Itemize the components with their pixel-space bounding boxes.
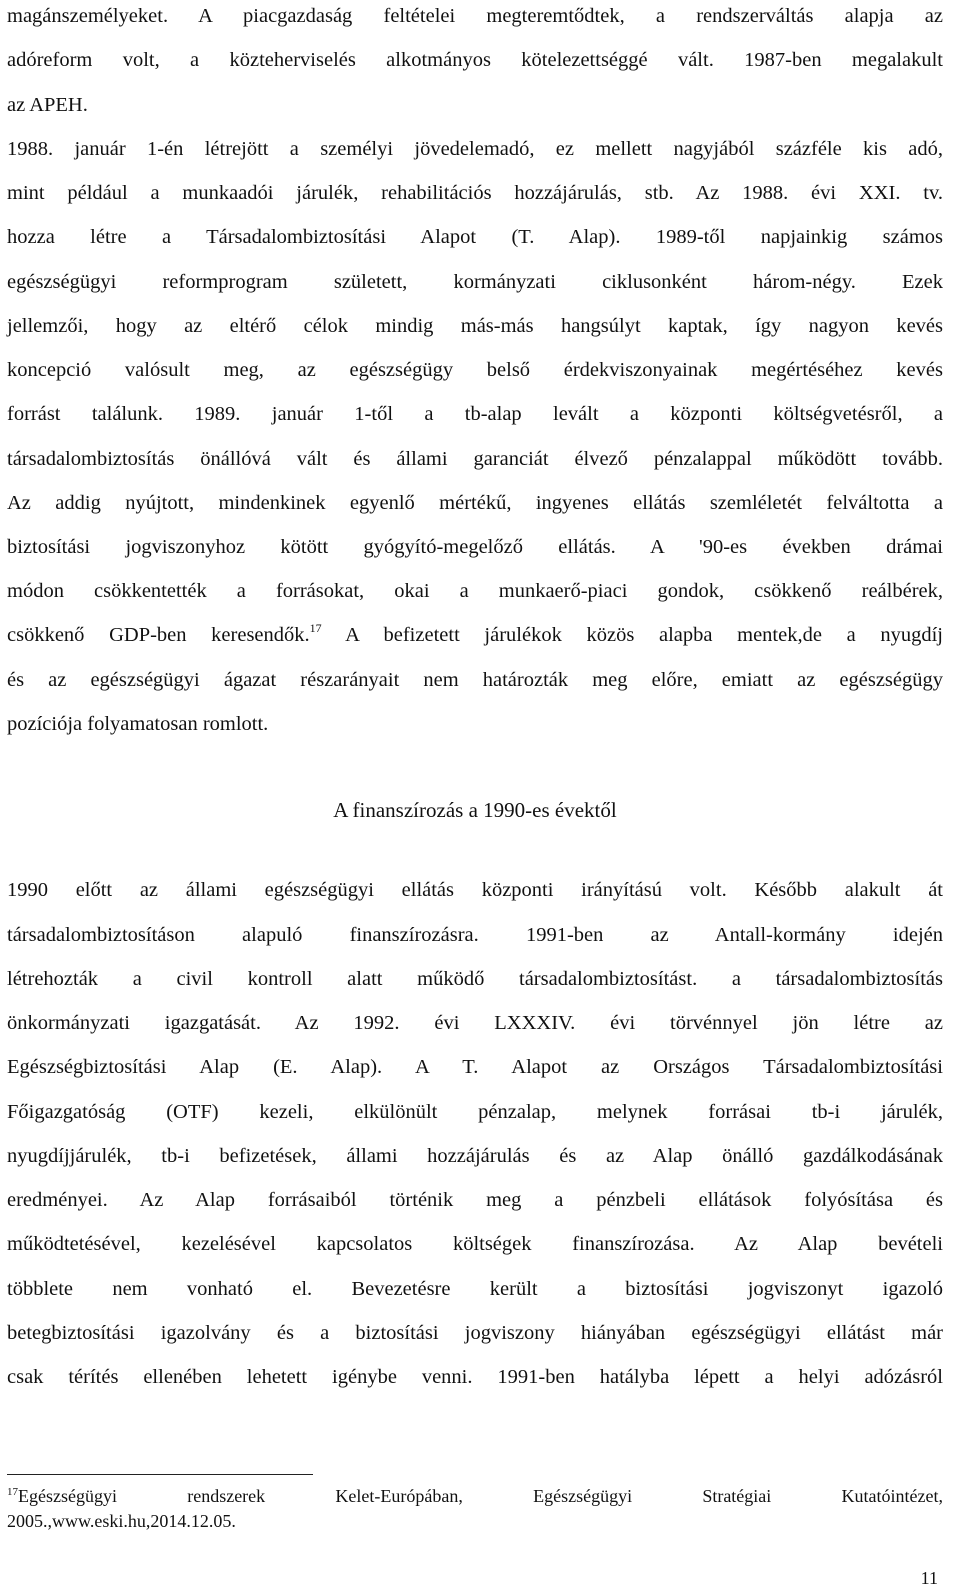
body-line: önkormányzati igazgatását. Az 1992. évi LXXXIV. évi törvénnyel jön létre az — [7, 1012, 943, 1034]
body-line: mint például a munkaadói járulék, rehabilitációs hozzájárulás, stb. Az 1988. évi XXI. tv. — [7, 182, 943, 204]
body-line: adóreform volt, a közteherviselés alkotmányos kötelezettséggé vált. 1987-ben megalakult — [7, 49, 943, 71]
body-line: pozíciója folyamatosan romlott. — [7, 713, 269, 735]
footnote-text: Egészségügyi rendszerek Kelet-Európában, Egészségügyi Stratégiai Kutatóintézet, — [18, 1486, 943, 1506]
body-line: jellemzői, hogy az eltérő célok mindig más-más hangsúlyt kaptak, így nagyon kevés — [7, 315, 943, 337]
body-line: biztosítási jogviszonyhoz kötött gyógyító-megelőző ellátás. A '90-es években drámai — [7, 536, 943, 558]
body-text: csökkenő GDP-ben keresendők. — [7, 624, 310, 646]
body-line: Egészségbiztosítási Alap (E. Alap). A T. Alapot az Országos Társadalombiztosítási — [7, 1056, 943, 1078]
footnote-line: 2005.,www.eski.hu,2014.12.05. — [7, 1511, 236, 1531]
body-line: forrást találunk. 1989. január 1-től a tb-alap levált a központi költségvetésről, a — [7, 403, 943, 425]
page-number: 11 — [920, 1568, 938, 1588]
body-line: többlete nem vonható el. Bevezetésre került a biztosítási jogviszonyt igazoló — [7, 1278, 943, 1300]
body-line: az APEH. — [7, 94, 88, 116]
body-line: társadalombiztosításon alapuló finanszírozásra. 1991-ben az Antall-kormány idején — [7, 924, 943, 946]
body-line: egészségügyi reformprogram született, kormányzati ciklusonként három-négy. Ezek — [7, 271, 943, 293]
body-line-with-footnote-ref — [7, 622, 943, 648]
body-line: és az egészségügyi ágazat részarányait nem határozták meg előre, emiatt az egészségügy — [7, 669, 943, 691]
footnote-line — [7, 1485, 943, 1507]
body-line: nyugdíjjárulék, tb-i befizetések, állami hozzájárulás és az Alap önálló gazdálkodásának — [7, 1145, 943, 1167]
body-line: Főigazgatóság (OTF) kezeli, elkülönült pénzalap, melynek forrásai tb-i járulék, — [7, 1101, 943, 1123]
body-line: Az addig nyújtott, mindenkinek egyenlő mértékű, ingyenes ellátás szemléletét felváltotta a — [7, 492, 943, 514]
body-line: 1990 előtt az állami egészségügyi ellátás központi irányítású volt. Később alakult át — [7, 879, 943, 901]
body-line: csak térítés ellenében lehetett igénybe venni. 1991-ben hatályba lépett a helyi adózásról — [7, 1366, 943, 1388]
body-line: hozza létre a Társadalombiztosítási Alapot (T. Alap). 1989-től napjainkig számos — [7, 226, 943, 248]
body-line: eredményei. Az Alap forrásaiból történik meg a pénzbeli ellátások folyósítása és — [7, 1189, 943, 1211]
body-line: működtetésével, kezelésével kapcsolatos költségek finanszírozása. Az Alap bevételi — [7, 1233, 943, 1255]
body-line: magánszemélyeket. A piacgazdaság feltételei megteremtődtek, a rendszerváltás alapja az — [7, 5, 943, 27]
footnote-number: 17 — [7, 1486, 18, 1498]
body-line: létrehozták a civil kontroll alatt működő társadalombiztosítást. a társadalombiztosítás — [7, 968, 943, 990]
body-line: módon csökkentették a forrásokat, okai a munkaerő-piaci gondok, csökkenő reálbérek, — [7, 580, 943, 602]
body-line: 1988. január 1-én létrejött a személyi jövedelemadó, ez mellett nagyjából százféle kis adó, — [7, 138, 943, 160]
footnote-reference[interactable]: 17 — [309, 621, 322, 635]
footnote-separator — [7, 1474, 313, 1475]
section-heading: A finanszírozás a 1990-es évektől — [333, 798, 617, 822]
body-text: A befizetett járulékok közös alapba mentek,de a nyugdíj — [321, 624, 943, 646]
body-line: társadalombiztosítás önállóvá vált és állami garanciát élvező pénzalappal működött tovább. — [7, 448, 943, 470]
body-line: betegbiztosítási igazolvány és a biztosítási jogviszony hiányában egészségügyi ellátást már — [7, 1322, 943, 1344]
body-line: koncepció valósult meg, az egészségügy belső érdekviszonyainak megértéséhez kevés — [7, 359, 943, 381]
